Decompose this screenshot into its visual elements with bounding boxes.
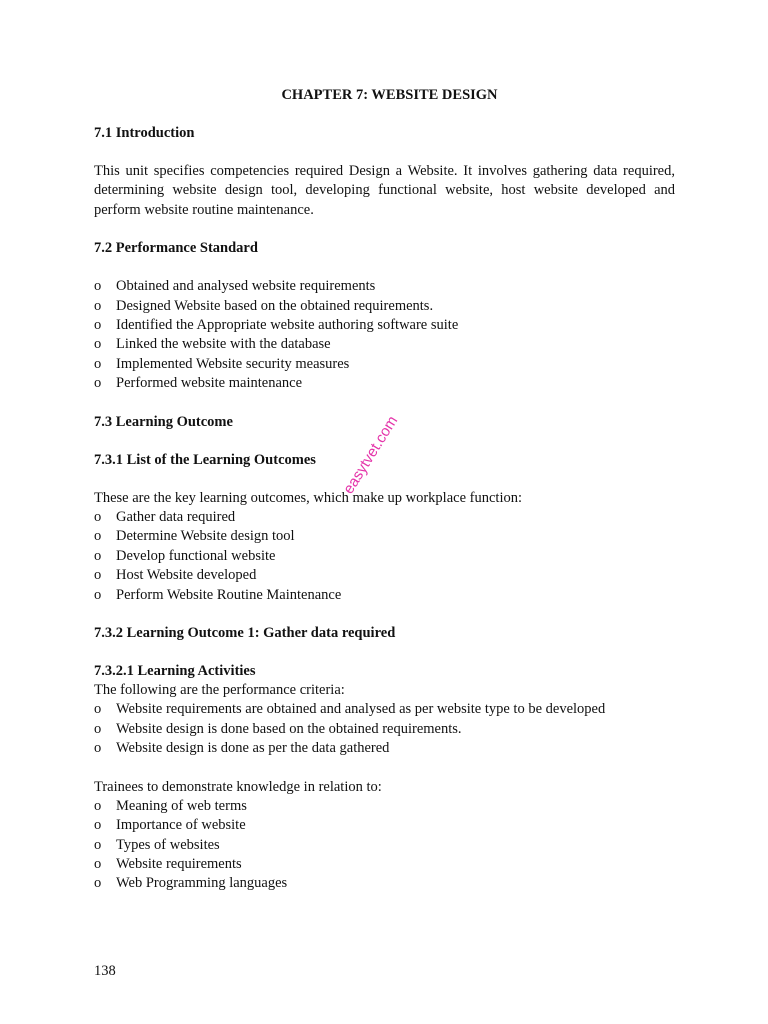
list-item bbox=[94, 527, 675, 546]
bullet-marker: o bbox=[94, 720, 102, 737]
watermark: easytvet.com bbox=[340, 413, 402, 498]
list-item bbox=[94, 277, 675, 296]
bullet-marker: o bbox=[94, 355, 102, 372]
performance-standard-heading: 7.2 Performance Standard bbox=[94, 240, 258, 257]
list-item bbox=[94, 816, 675, 835]
list-item-text: Perform Website Routine Maintenance bbox=[116, 586, 342, 603]
list-item-text: Performed website maintenance bbox=[116, 375, 303, 392]
list-item bbox=[94, 355, 675, 374]
list-item-text: Website requirements bbox=[116, 856, 242, 873]
intro-heading: 7.1 Introduction bbox=[94, 125, 195, 141]
bullet-marker: o bbox=[94, 856, 102, 873]
list-item bbox=[94, 855, 675, 874]
list-item-text: Develop functional website bbox=[116, 547, 276, 564]
bullet-marker: o bbox=[94, 586, 102, 603]
list-item-text: Designed Website based on the obtained requirements. bbox=[116, 297, 434, 314]
chapter-title: CHAPTER 7: WEBSITE DESIGN bbox=[281, 87, 498, 103]
bullet-marker: o bbox=[94, 375, 102, 392]
list-item bbox=[94, 316, 675, 335]
bullet-marker: o bbox=[94, 836, 102, 853]
bullet-marker: o bbox=[94, 508, 102, 525]
list-item-text: Implemented Website security measures bbox=[116, 355, 350, 372]
list-item bbox=[94, 586, 675, 605]
list-item bbox=[94, 836, 675, 855]
list-item-text: Types of websites bbox=[116, 836, 220, 853]
list-item bbox=[94, 566, 675, 585]
knowledge-list bbox=[94, 797, 675, 894]
bullet-marker: o bbox=[94, 297, 102, 314]
bullet-marker: o bbox=[94, 817, 102, 834]
list-item-text: Importance of website bbox=[116, 817, 246, 834]
list-item bbox=[94, 797, 675, 816]
list-item bbox=[94, 335, 675, 354]
bullet-marker: o bbox=[94, 547, 102, 564]
list-item bbox=[94, 547, 675, 566]
performance-standard-list bbox=[94, 277, 675, 393]
list-item bbox=[94, 720, 675, 739]
outcome-1-heading: 7.3.2 Learning Outcome 1: Gather data required bbox=[94, 624, 396, 641]
list-item-text: Identified the Appropriate website authoring software suite bbox=[116, 317, 459, 333]
page-content bbox=[94, 86, 675, 894]
list-item bbox=[94, 874, 675, 893]
bullet-marker: o bbox=[94, 740, 102, 757]
performance-criteria-intro: The following are the performance criteria: bbox=[94, 681, 345, 698]
bullet-marker: o bbox=[94, 797, 102, 814]
list-outcomes-heading: 7.3.1 List of the Learning Outcomes bbox=[94, 451, 316, 468]
bullet-marker: o bbox=[94, 528, 102, 545]
learning-activities-heading: 7.3.2.1 Learning Activities bbox=[94, 662, 256, 679]
list-outcomes-intro: These are the key learning outcomes, which make up workplace function: bbox=[94, 489, 522, 506]
learning-outcomes-list bbox=[94, 508, 675, 605]
page-number: 138 bbox=[94, 963, 116, 979]
list-item-text: Obtained and analysed website requirements bbox=[116, 278, 376, 295]
list-item bbox=[94, 700, 675, 719]
list-item-text: Linked the website with the database bbox=[116, 336, 331, 353]
list-item bbox=[94, 739, 675, 758]
bullet-marker: o bbox=[94, 336, 102, 353]
intro-paragraph: This unit specifies competencies required Design a Website. It involves gathering data required, determining website design tool, developing functional website, host website developed and perform website routine maintenance. bbox=[94, 163, 675, 218]
list-item bbox=[94, 508, 675, 527]
list-item bbox=[94, 297, 675, 316]
list-item-text: Web Programming languages bbox=[116, 875, 288, 892]
bullet-marker: o bbox=[94, 701, 102, 718]
bullet-marker: o bbox=[94, 278, 102, 295]
bullet-marker: o bbox=[94, 875, 102, 892]
performance-criteria-list bbox=[94, 700, 675, 758]
bullet-marker: o bbox=[94, 317, 102, 333]
list-item-text: Website design is done based on the obtained requirements. bbox=[116, 720, 462, 737]
list-item-text: Host Website developed bbox=[116, 567, 257, 584]
list-item-text: Gather data required bbox=[116, 508, 236, 525]
list-item-text: Determine Website design tool bbox=[116, 528, 295, 545]
bullet-marker: o bbox=[94, 567, 102, 584]
knowledge-intro: Trainees to demonstrate knowledge in relation to: bbox=[94, 778, 382, 795]
learning-outcome-heading: 7.3 Learning Outcome bbox=[94, 413, 233, 430]
list-item bbox=[94, 374, 675, 393]
list-item-text: Website requirements are obtained and analysed as per website type to be developed bbox=[116, 701, 606, 718]
list-item-text: Meaning of web terms bbox=[116, 797, 247, 814]
list-item-text: Website design is done as per the data gathered bbox=[116, 740, 390, 757]
